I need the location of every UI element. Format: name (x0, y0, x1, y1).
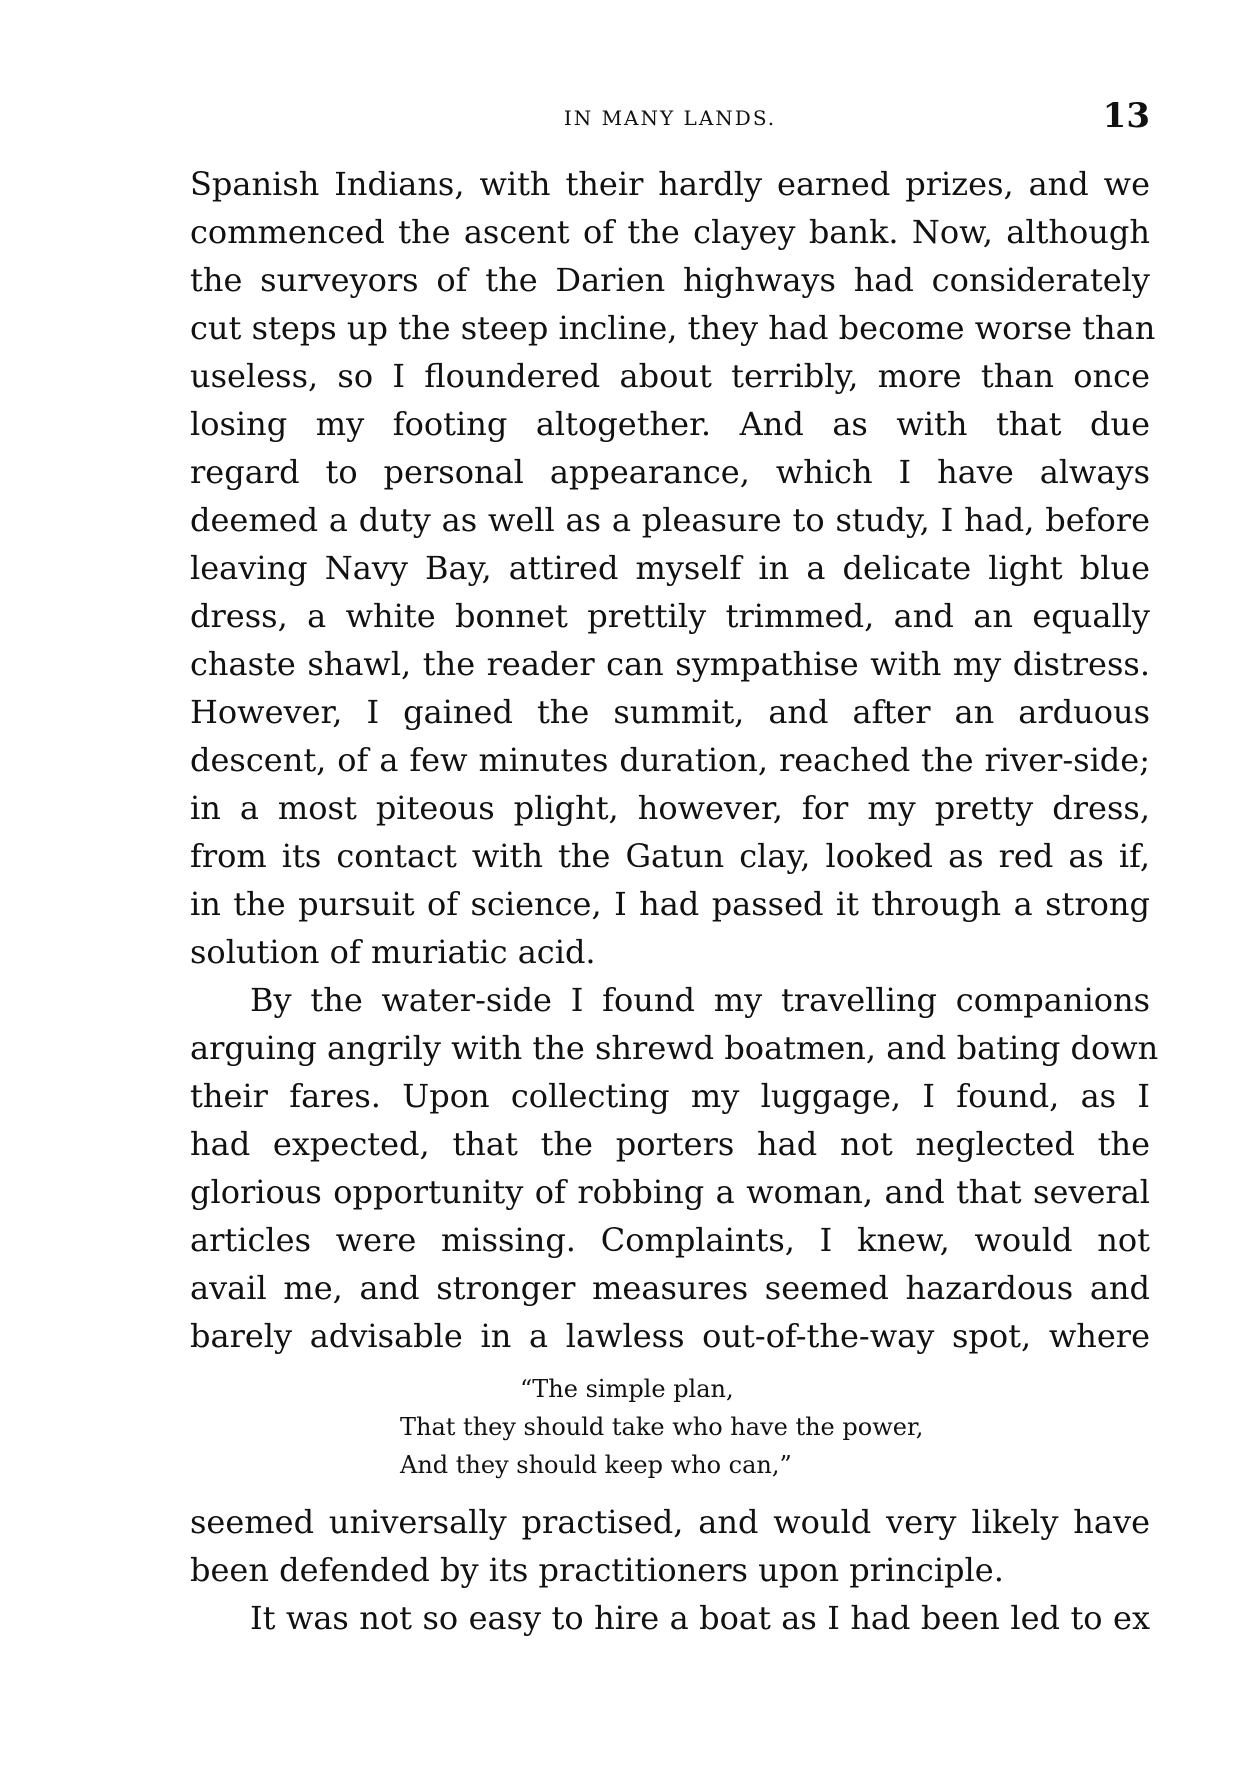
text-line: descent, of a few minutes duration, reached the river-side; (190, 741, 1150, 779)
text-line: barely advisable in a lawless out-of-the-way spot, where (190, 1317, 1150, 1355)
text-line: glorious opportunity of robbing a woman, and that several (190, 1173, 1150, 1211)
verse-line: That they should take who have the power, (400, 1413, 924, 1441)
text-line: their fares. Upon collecting my luggage, I found, as I (190, 1077, 1150, 1115)
paragraph-3 (190, 1594, 1150, 1642)
text-line: in the pursuit of science, I had passed it through a strong (190, 885, 1150, 923)
text-line: Spanish Indians, with their hardly earned prizes, and we (190, 165, 1150, 203)
text-line: deemed a duty as well as a pleasure to study, I had, before (190, 501, 1150, 539)
text-line: from its contact with the Gatun clay, looked as red as if, (190, 837, 1150, 875)
text-line: had expected, that the porters had not neglected the (190, 1125, 1150, 1163)
text-line: However, I gained the summit, and after an arduous (190, 693, 1150, 731)
verse-quote (190, 1370, 1150, 1484)
paragraph-continuation (190, 1498, 1150, 1594)
running-head: IN MANY LANDS. (563, 106, 777, 130)
text-line: articles were missing. Complaints, I knew, would not (190, 1221, 1150, 1259)
text-line: useless, so I floundered about terribly, more than once (190, 357, 1150, 395)
page-number: 13 (1102, 96, 1150, 136)
text-line: the surveyors of the Darien highways had considerately (190, 261, 1150, 299)
verse-line: “The simple plan, (520, 1375, 734, 1403)
text-line: arguing angrily with the shrewd boatmen, and bating down (190, 1029, 1159, 1067)
page-header (190, 96, 1150, 146)
text-line: regard to personal appearance, which I have always (190, 453, 1150, 491)
body-text (190, 160, 1159, 1642)
text-line: losing my footing altogether. And as with that due (190, 405, 1150, 443)
text-line: solution of muriatic acid. (190, 933, 596, 971)
text-line: leaving Navy Bay, attired myself in a delicate light blue (190, 549, 1150, 587)
text-line: By the water-side I found my travelling companions (250, 981, 1150, 1019)
text-line: dress, a white bonnet prettily trimmed, and an equally (190, 597, 1150, 635)
text-line: chaste shawl, the reader can sympathise with my distress. (190, 645, 1150, 683)
text-line: in a most piteous plight, however, for my pretty dress, (190, 789, 1150, 827)
text-line: It was not so easy to hire a boat as I had been led to ex (250, 1599, 1150, 1637)
text-line: avail me, and stronger measures seemed hazardous and (190, 1269, 1150, 1307)
paragraph-2 (190, 976, 1159, 1360)
text-line: cut steps up the steep incline, they had become worse than (190, 309, 1156, 347)
paragraph-1 (190, 160, 1156, 976)
text-line: commenced the ascent of the clayey bank. Now, although (190, 213, 1150, 251)
text-line: seemed universally practised, and would very likely have (190, 1503, 1150, 1541)
verse-line: And they should keep who can,” (400, 1451, 792, 1479)
text-line: been defended by its practitioners upon principle. (190, 1551, 1004, 1589)
